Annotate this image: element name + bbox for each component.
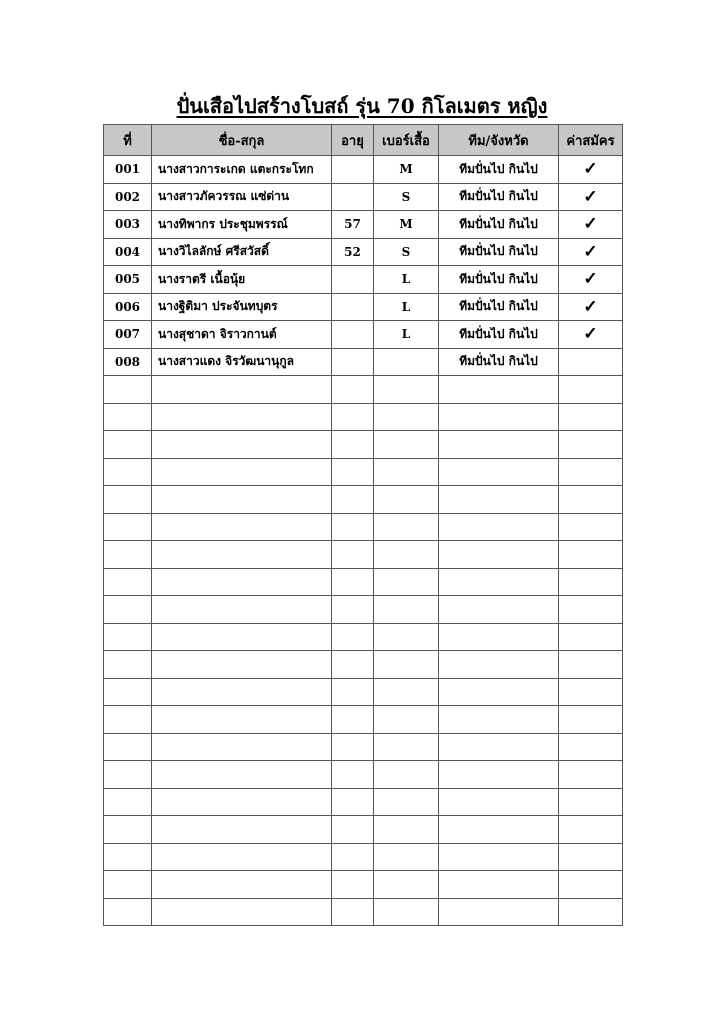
cell-age [332, 678, 374, 706]
cell-name: นางทิพากร ประชุมพรรณ์ [152, 211, 332, 239]
cell-shirt-size: M [374, 156, 439, 184]
cell-age: 57 [332, 211, 374, 239]
cell-fee [559, 348, 623, 376]
header-team: ทีม/จังหวัด [439, 125, 559, 156]
table-row [104, 348, 623, 376]
cell-name [152, 596, 332, 624]
cell-name [152, 706, 332, 734]
cell-shirt-size [374, 403, 439, 431]
cell-shirt-size: S [374, 238, 439, 266]
cell-shirt-size [374, 761, 439, 789]
cell-no [104, 761, 152, 789]
cell-name [152, 788, 332, 816]
cell-team [439, 651, 559, 679]
cell-no: 005 [104, 266, 152, 294]
cell-name: นางสาวการะเกด แตะกระโทก [152, 156, 332, 184]
empty-row [104, 898, 623, 926]
header-fee: ค่าสมัคร [559, 125, 623, 156]
cell-team [439, 541, 559, 569]
cell-team [439, 843, 559, 871]
empty-row [104, 816, 623, 844]
cell-shirt-size [374, 871, 439, 899]
cell-no: 003 [104, 211, 152, 239]
cell-team [439, 816, 559, 844]
cell-fee [559, 596, 623, 624]
empty-row [104, 733, 623, 761]
cell-name [152, 678, 332, 706]
cell-shirt-size [374, 623, 439, 651]
cell-shirt-size: L [374, 293, 439, 321]
cell-no [104, 733, 152, 761]
header-age: อายุ [332, 125, 374, 156]
cell-age [332, 458, 374, 486]
empty-row [104, 706, 623, 734]
table-row [104, 293, 623, 321]
empty-row [104, 651, 623, 679]
cell-team: ทีมปั่นไป กินไป [439, 183, 559, 211]
cell-no [104, 871, 152, 899]
cell-fee [559, 871, 623, 899]
empty-row [104, 513, 623, 541]
cell-fee [559, 788, 623, 816]
empty-row [104, 843, 623, 871]
cell-shirt-size [374, 458, 439, 486]
cell-fee [559, 568, 623, 596]
cell-fee: ✓ [559, 293, 623, 321]
cell-fee: ✓ [559, 156, 623, 184]
empty-row [104, 871, 623, 899]
cell-team: ทีมปั่นไป กินไป [439, 156, 559, 184]
cell-name [152, 431, 332, 459]
cell-no: 006 [104, 293, 152, 321]
cell-team [439, 871, 559, 899]
empty-row [104, 678, 623, 706]
cell-name: นางวิไลลักษ์ ศรีสวัสดิ์ [152, 238, 332, 266]
cell-shirt-size [374, 678, 439, 706]
cell-age [332, 266, 374, 294]
header-shirt-size: เบอร์เสื้อ [374, 125, 439, 156]
cell-name [152, 816, 332, 844]
cell-age [332, 293, 374, 321]
cell-no [104, 458, 152, 486]
cell-fee [559, 678, 623, 706]
empty-row [104, 761, 623, 789]
cell-no: 008 [104, 348, 152, 376]
empty-row [104, 623, 623, 651]
cell-name [152, 623, 332, 651]
cell-no [104, 623, 152, 651]
cell-shirt-size [374, 513, 439, 541]
cell-no [104, 706, 152, 734]
cell-no [104, 596, 152, 624]
cell-name: นางฐิติมา ประจันทบุตร [152, 293, 332, 321]
cell-age [332, 706, 374, 734]
cell-fee [559, 486, 623, 514]
cell-name [152, 898, 332, 926]
cell-age [332, 596, 374, 624]
cell-age [332, 623, 374, 651]
cell-fee [559, 843, 623, 871]
cell-fee [559, 898, 623, 926]
cell-team [439, 513, 559, 541]
cell-team: ทีมปั่นไป กินไป [439, 348, 559, 376]
cell-no [104, 788, 152, 816]
cell-age [332, 486, 374, 514]
cell-shirt-size [374, 651, 439, 679]
header-no: ที่ [104, 125, 152, 156]
cell-age [332, 761, 374, 789]
cell-team [439, 788, 559, 816]
cell-team: ทีมปั่นไป กินไป [439, 293, 559, 321]
cell-name: นางราตรี เนื้อนุ้ย [152, 266, 332, 294]
cell-name: นางสาวภัควรรณ แซ่ด่าน [152, 183, 332, 211]
cell-fee [559, 706, 623, 734]
cell-age: 52 [332, 238, 374, 266]
cell-name [152, 871, 332, 899]
cell-fee [559, 733, 623, 761]
cell-shirt-size [374, 788, 439, 816]
cell-shirt-size [374, 816, 439, 844]
registration-table [103, 124, 623, 926]
cell-name [152, 568, 332, 596]
table-row [104, 183, 623, 211]
cell-age [332, 513, 374, 541]
cell-name [152, 761, 332, 789]
cell-fee [559, 458, 623, 486]
cell-no [104, 898, 152, 926]
empty-row [104, 431, 623, 459]
cell-fee: ✓ [559, 238, 623, 266]
cell-team: ทีมปั่นไป กินไป [439, 238, 559, 266]
cell-fee [559, 431, 623, 459]
header-row [104, 125, 623, 156]
empty-row [104, 568, 623, 596]
cell-fee [559, 623, 623, 651]
table-row [104, 211, 623, 239]
cell-fee: ✓ [559, 321, 623, 349]
cell-no: 004 [104, 238, 152, 266]
empty-row [104, 788, 623, 816]
cell-team [439, 706, 559, 734]
cell-name [152, 513, 332, 541]
cell-team [439, 376, 559, 404]
cell-name [152, 458, 332, 486]
cell-shirt-size [374, 348, 439, 376]
cell-fee [559, 541, 623, 569]
cell-no: 007 [104, 321, 152, 349]
cell-team: ทีมปั่นไป กินไป [439, 266, 559, 294]
table-row [104, 156, 623, 184]
cell-age [332, 871, 374, 899]
cell-team: ทีมปั่นไป กินไป [439, 321, 559, 349]
cell-name [152, 843, 332, 871]
cell-fee [559, 513, 623, 541]
cell-shirt-size [374, 568, 439, 596]
cell-team [439, 623, 559, 651]
cell-name [152, 651, 332, 679]
cell-shirt-size [374, 431, 439, 459]
cell-shirt-size: S [374, 183, 439, 211]
cell-team: ทีมปั่นไป กินไป [439, 211, 559, 239]
cell-age [332, 733, 374, 761]
cell-shirt-size [374, 541, 439, 569]
header-name: ชื่อ-สกุล [152, 125, 332, 156]
empty-row [104, 458, 623, 486]
table-body [104, 156, 623, 926]
cell-age [332, 898, 374, 926]
cell-team [439, 458, 559, 486]
empty-row [104, 376, 623, 404]
cell-shirt-size [374, 486, 439, 514]
cell-no [104, 568, 152, 596]
cell-shirt-size [374, 376, 439, 404]
cell-fee [559, 403, 623, 431]
cell-age [332, 321, 374, 349]
cell-fee [559, 816, 623, 844]
cell-name [152, 403, 332, 431]
cell-age [332, 568, 374, 596]
cell-shirt-size [374, 733, 439, 761]
cell-team [439, 486, 559, 514]
cell-team [439, 678, 559, 706]
cell-team [439, 898, 559, 926]
cell-age [332, 376, 374, 404]
cell-fee: ✓ [559, 183, 623, 211]
cell-name: นางสุชาดา จิราวกานต์ [152, 321, 332, 349]
cell-shirt-size [374, 596, 439, 624]
cell-no [104, 678, 152, 706]
cell-no [104, 486, 152, 514]
cell-fee [559, 651, 623, 679]
empty-row [104, 596, 623, 624]
cell-name [152, 733, 332, 761]
cell-no [104, 843, 152, 871]
cell-no [104, 816, 152, 844]
cell-age [332, 843, 374, 871]
cell-shirt-size [374, 706, 439, 734]
cell-team [439, 733, 559, 761]
table-row [104, 321, 623, 349]
table-row [104, 266, 623, 294]
cell-no [104, 431, 152, 459]
cell-no: 001 [104, 156, 152, 184]
cell-fee [559, 761, 623, 789]
empty-row [104, 541, 623, 569]
cell-no [104, 541, 152, 569]
cell-shirt-size [374, 843, 439, 871]
cell-fee: ✓ [559, 266, 623, 294]
cell-name: นางสาวแดง จิรวัฒนานุกูล [152, 348, 332, 376]
cell-no [104, 376, 152, 404]
cell-age [332, 403, 374, 431]
cell-age [332, 816, 374, 844]
cell-fee [559, 376, 623, 404]
cell-shirt-size: L [374, 266, 439, 294]
cell-no [104, 513, 152, 541]
cell-shirt-size [374, 898, 439, 926]
cell-team [439, 761, 559, 789]
cell-team [439, 431, 559, 459]
cell-no: 002 [104, 183, 152, 211]
cell-age [332, 348, 374, 376]
cell-no [104, 403, 152, 431]
cell-team [439, 568, 559, 596]
document-title: ปั่นเสือไปสร้างโบสถ์ รุ่น 70 กิโลเมตร หญิง [176, 94, 548, 118]
cell-age [332, 651, 374, 679]
cell-name [152, 541, 332, 569]
cell-team [439, 596, 559, 624]
cell-age [332, 431, 374, 459]
cell-age [332, 156, 374, 184]
cell-team [439, 403, 559, 431]
cell-name [152, 376, 332, 404]
cell-no [104, 651, 152, 679]
cell-fee: ✓ [559, 211, 623, 239]
table-row [104, 238, 623, 266]
cell-name [152, 486, 332, 514]
cell-age [332, 183, 374, 211]
cell-shirt-size: M [374, 211, 439, 239]
empty-row [104, 403, 623, 431]
empty-row [104, 486, 623, 514]
cell-age [332, 541, 374, 569]
cell-shirt-size: L [374, 321, 439, 349]
cell-age [332, 788, 374, 816]
